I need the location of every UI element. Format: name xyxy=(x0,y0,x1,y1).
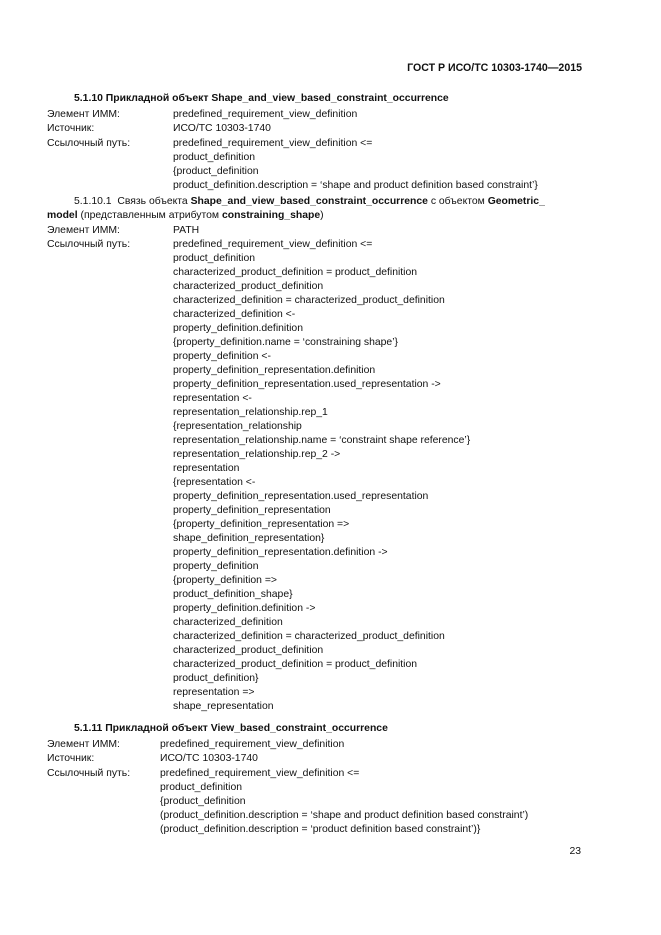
path-line: representation xyxy=(173,463,240,474)
path-line: property_definition_representation xyxy=(173,505,331,516)
reference-path-label: Ссылочный путь: xyxy=(47,239,131,250)
imm-element-label: Элемент ИММ: xyxy=(47,109,120,120)
path-line: shape_definition_representation} xyxy=(173,533,325,544)
section-heading-5-1-11: 5.1.11 Прикладной объект View_based_constraint_occurrence xyxy=(74,723,388,734)
paragraph-text: Связь объекта xyxy=(117,196,191,207)
path-line: characterized_definition <- xyxy=(173,309,296,320)
reference-path-row xyxy=(47,137,538,191)
path-line: {representation <- xyxy=(173,477,256,488)
section-heading-5-1-10: 5.1.10 Прикладной объект Shape_and_view_based_constraint_occurrence xyxy=(74,93,449,104)
reference-path-label: Ссылочный путь: xyxy=(47,138,131,149)
source-row xyxy=(47,752,258,766)
path-line: product_definition xyxy=(160,782,243,793)
path-line: characterized_definition = characterized_product_definition xyxy=(173,295,445,306)
reference-path-row xyxy=(47,238,471,712)
path-line: characterized_product_definition = product_definition xyxy=(173,659,418,670)
path-line: predefined_requirement_view_definition <= xyxy=(173,239,373,250)
path-line: representation <- xyxy=(173,393,252,404)
paragraph-text: (представленным атрибутом xyxy=(77,210,222,221)
path-line: predefined_requirement_view_definition <= xyxy=(173,138,373,149)
imm-element-value: PATH xyxy=(173,225,200,236)
path-line: product_definition xyxy=(173,152,256,163)
path-line: product_definition_shape} xyxy=(173,589,293,600)
source-value: ИСО/ТС 10303-1740 xyxy=(160,753,258,764)
paragraph-text: ) xyxy=(320,210,324,221)
path-line: property_definition <- xyxy=(173,351,271,362)
imm-element-row xyxy=(47,108,358,122)
path-line: shape_representation xyxy=(173,701,274,712)
reference-path-row xyxy=(47,767,529,835)
document-header: ГОСТ Р ИСО/ТС 10303-1740—2015 xyxy=(407,62,582,74)
path-line: product_definition xyxy=(173,253,256,264)
path-line: {product_definition xyxy=(173,166,259,177)
entity-name: model xyxy=(47,210,78,221)
path-line: {product_definition xyxy=(160,796,246,807)
imm-element-label: Элемент ИММ: xyxy=(47,739,120,750)
path-line: representation_relationship.name = ‘constraint shape reference’} xyxy=(173,435,471,446)
path-line: characterized_definition xyxy=(173,617,283,628)
path-line: property_definition xyxy=(173,561,259,572)
source-value: ИСО/ТС 10303-1740 xyxy=(173,123,271,134)
path-line: (product_definition.description = ‘shape and product definition based constraint’) xyxy=(160,810,529,821)
reference-path xyxy=(173,238,470,714)
path-line: property_definition.definition xyxy=(173,323,303,334)
path-line: product_definition} xyxy=(173,673,259,684)
page-number: 23 xyxy=(569,846,581,857)
source-label: Источник: xyxy=(47,123,95,134)
path-line: {property_definition_representation => xyxy=(173,519,350,530)
imm-element-value: predefined_requirement_view_definition xyxy=(160,739,345,750)
path-line: predefined_requirement_view_definition <= xyxy=(160,768,360,779)
entity-name: Geometric_ xyxy=(487,196,545,207)
reference-path xyxy=(173,137,538,193)
path-line: {property_definition => xyxy=(173,575,277,586)
path-line: (product_definition.description = ‘product definition based constraint’)} xyxy=(160,824,481,835)
path-line: {property_definition.name = ‘constraining shape’} xyxy=(173,337,398,348)
path-line: property_definition.definition -> xyxy=(173,603,316,614)
path-line: representation_relationship.rep_1 xyxy=(173,407,328,418)
path-line: product_definition.description = ‘shape and product definition based constraint’} xyxy=(173,180,538,191)
attribute-name: constraining_shape xyxy=(221,210,321,221)
imm-element-row xyxy=(47,224,200,238)
path-line: property_definition_representation.definition xyxy=(173,365,376,376)
path-line: characterized_product_definition = product_definition xyxy=(173,267,418,278)
imm-element-row xyxy=(47,738,345,752)
path-line: characterized_definition = characterized_product_definition xyxy=(173,631,445,642)
reference-path-label: Ссылочный путь: xyxy=(47,768,131,779)
reference-path xyxy=(160,767,528,837)
path-line: representation_relationship.rep_2 -> xyxy=(173,449,341,460)
subsection-paragraph-5-1-10-1 xyxy=(47,195,583,223)
path-line: {representation_relationship xyxy=(173,421,302,432)
imm-element-label: Элемент ИММ: xyxy=(47,225,120,236)
source-label: Источник: xyxy=(47,753,95,764)
path-line: property_definition_representation.used_representation xyxy=(173,491,429,502)
path-line: characterized_product_definition xyxy=(173,645,324,656)
source-row xyxy=(47,122,271,136)
path-line: property_definition_representation.definition -> xyxy=(173,547,388,558)
path-line: representation => xyxy=(173,687,255,698)
imm-element-value: predefined_requirement_view_definition xyxy=(173,109,358,120)
paragraph-text: с объектом xyxy=(427,196,488,207)
path-line: property_definition_representation.used_representation -> xyxy=(173,379,441,390)
subsection-number: 5.1.10.1 xyxy=(74,196,112,207)
entity-name: Shape_and_view_based_constraint_occurrence xyxy=(190,196,428,207)
path-line: characterized_product_definition xyxy=(173,281,324,292)
